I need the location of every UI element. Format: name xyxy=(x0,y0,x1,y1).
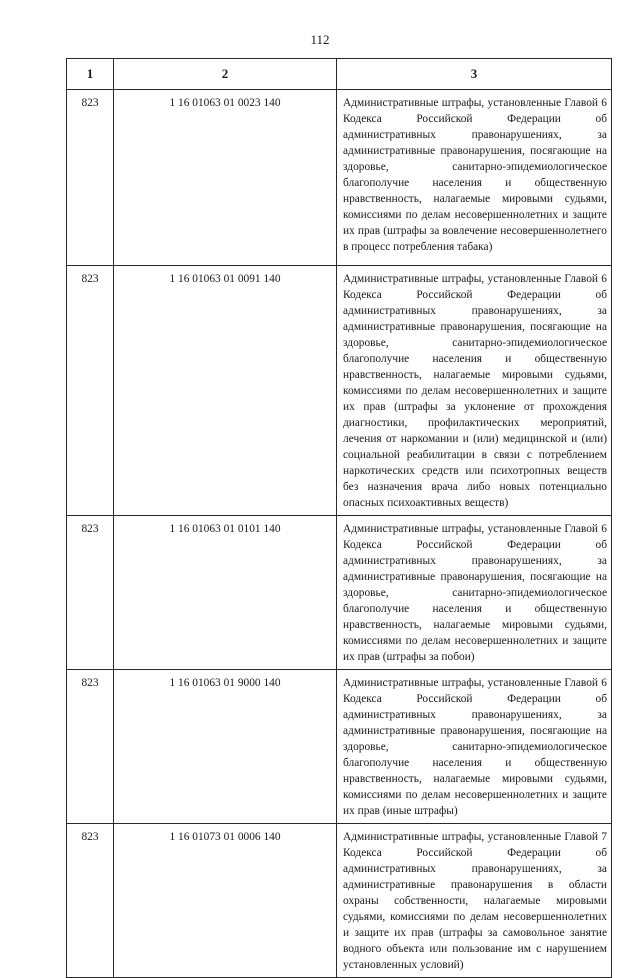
column-header-1: 1 xyxy=(67,59,114,90)
description-cell: Административные штрафы, установленные Главой 6 Кодекса Российской Федерации об административных правонарушениях, за административные правонарушения, посягающие на здоровье, санитарно-эпидемиологическое благополучие населения и общественную нравственность, налагаемые мировыми судьями, комиссиями по делам несовершеннолетних и защите их прав (штрафы за вовлечение несовершеннолетнего в процесс потребления табака) xyxy=(337,90,612,266)
page-number: 112 xyxy=(310,32,330,47)
admin-code-cell: 823 xyxy=(67,266,114,516)
admin-code-cell: 823 xyxy=(67,90,114,266)
description-cell: Административные штрафы, установленные Главой 6 Кодекса Российской Федерации об административных правонарушениях, за административные правонарушения, посягающие на здоровье, санитарно-эпидемиологическое благополучие населения и общественную нравственность, налагаемые мировыми судьями, комиссиями по делам несовершеннолетних и защите их прав (штрафы за побои) xyxy=(337,516,612,670)
revenue-code-cell: 1 16 01063 01 0101 140 xyxy=(114,516,337,670)
revenue-code-cell: 1 16 01063 01 0023 140 xyxy=(114,90,337,266)
table-row xyxy=(67,90,612,266)
column-header-3: 3 xyxy=(337,59,612,90)
description-cell: Административные штрафы, установленные Главой 6 Кодекса Российской Федерации об административных правонарушениях, за административные правонарушения, посягающие на здоровье, санитарно-эпидемиологическое благополучие населения и общественную нравственность, налагаемые мировыми судьями, комиссиями по делам несовершеннолетних и защите их прав (штрафы за уклонение от прохождения диагностики, профилактических мероприятий, лечения от наркомании и (или) медицинской и (или) социальной реабилитации в связи с потреблением наркотических средств или психотропных веществ без назначения врача либо новых потенциально опасных психоактивных веществ) xyxy=(337,266,612,516)
description-cell: Административные штрафы, установленные Главой 6 Кодекса Российской Федерации об административных правонарушениях, за административные правонарушения, посягающие на здоровье, санитарно-эпидемиологическое благополучие населения и общественную нравственность, налагаемые мировыми судьями, комиссиями по делам несовершеннолетних и защите их прав (иные штрафы) xyxy=(337,670,612,824)
revenue-code-cell: 1 16 01073 01 0006 140 xyxy=(114,824,337,978)
description-cell: Административные штрафы, установленные Главой 7 Кодекса Российской Федерации об административных правонарушениях, за административные правонарушения в области охраны собственности, налагаемые мировыми судьями, комиссиями по делам несовершеннолетних и защите их прав (штрафы за самовольное занятие водного объекта или пользование им с нарушением установленных условий) xyxy=(337,824,612,978)
table-header-row xyxy=(67,59,612,90)
budget-classification-table xyxy=(66,58,612,978)
revenue-code-cell: 1 16 01063 01 9000 140 xyxy=(114,670,337,824)
column-header-2: 2 xyxy=(114,59,337,90)
table-row xyxy=(67,266,612,516)
revenue-code-cell: 1 16 01063 01 0091 140 xyxy=(114,266,337,516)
table-row xyxy=(67,670,612,824)
table-row xyxy=(67,824,612,978)
admin-code-cell: 823 xyxy=(67,516,114,670)
admin-code-cell: 823 xyxy=(67,670,114,824)
table-row xyxy=(67,516,612,670)
admin-code-cell: 823 xyxy=(67,824,114,978)
